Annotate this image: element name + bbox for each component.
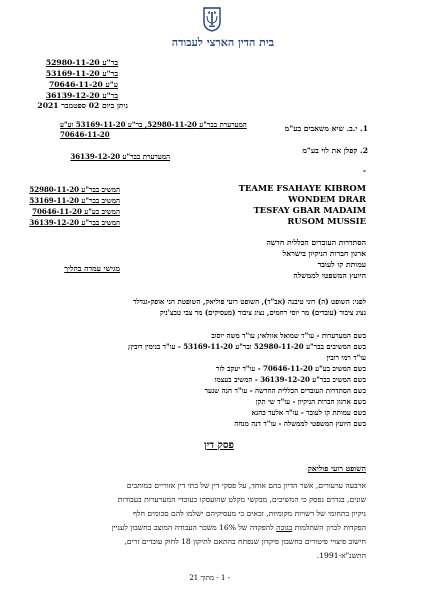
appellant-role: המערערת בבר"ע 36139-12-20 xyxy=(70,152,170,161)
counsel-line: בשם ארגון חברות הניקיון - עו"ד שי תקן xyxy=(255,397,366,406)
judge-heading: השופט רועי פוליאק xyxy=(307,464,366,473)
respondent-role: המשיב בבר"ע 53169-11-20 xyxy=(29,196,120,205)
paragraph-line: שונים, בגדרם נפסק כי המשיבים, מבקשי מקלט שהועסקו כעובדי המערערות בעבודות xyxy=(117,495,366,504)
counsel-line: בשם המערערות - עו"ד שמואל אזולאי; עו"ד משה יוסוב xyxy=(211,331,366,340)
respondent-name: TESFAY GBAR MADAIM xyxy=(253,205,366,215)
paragraph-line: חישוב פיצויי פיטורים בחשבון פיקדון שנפתח בהתאם לתיקון 18 לחוק עובדים זרים, xyxy=(124,537,366,546)
page-footer: - 1 - מתוך 21 xyxy=(189,574,230,582)
case-number: בר"ע 36139-12-20 xyxy=(45,91,118,100)
case-number: בר"ע 52980-11-20 xyxy=(45,58,118,67)
counsel-line: עו"ד רמי רובין xyxy=(326,353,366,362)
state-emblem-icon xyxy=(202,6,222,32)
party-name: ארגון חברות הניקיון בישראל xyxy=(282,249,366,258)
respondent-role: המשיב בבר"ע 52980-11-20 xyxy=(29,185,120,194)
case-number: בר"ע 53169-11-20 xyxy=(45,69,118,78)
paragraph-line: ארבעה ערעורים, אשר הדיון בהם אוחד, על פסקי דין של בתי דין אזוריים במותבים xyxy=(126,481,366,490)
panel-line: נציג ציבור (עובדים) מר יוסי רחמים, נציג ציבור (מעסיקים) מר צבי טבצ'ניק xyxy=(159,308,366,317)
paragraph-line: התשנ"א-1991. xyxy=(316,551,366,560)
judgment-title: פסק דין xyxy=(204,440,234,451)
respondent-role: המשיב בע"ע 70646-11-20 xyxy=(32,207,120,216)
appellant-name: 2. קפלן את לוי בע"מ xyxy=(302,146,368,155)
counsel-line: בשם המשיב בע"ע 70646-11-20 - עו"ד יעקב לזר xyxy=(216,364,366,373)
respondent-name: RUSOM MUSSIE xyxy=(287,216,366,226)
paragraph-line: הפקדות לכרון השתלמות בגובה להפקדה של 16% משכר העבודה המוצב בחשבון לעניין xyxy=(111,523,366,532)
respondent-role: המשיב בבר"ע 36139-12-20 xyxy=(29,218,120,227)
emphasized-word: בגובה xyxy=(276,523,293,532)
counsel-line: בשם הסתדרות העובדים הכללית החדשה - עו"ד חנה שנער xyxy=(204,386,366,395)
counsel-line: בשם המשיבים בבר"ע 52980-11-20 ובר"ע 53169-11-20 - עו"ד בנימין רובין; xyxy=(127,342,366,351)
panel-line: לפני: השופט (ה) רוני טיבנה (אב"ד), השופט רועי פוליאק, השופטת חני אופק-גנדלר xyxy=(132,297,366,306)
respondent-name: TEAME FSAHAYE KIBROM xyxy=(238,183,366,193)
court-name: בית הדין הארצי לעבודה xyxy=(171,36,274,49)
counsel-line: בשם המשיב בבר"ע 36139-12-20 - המשיב בעצמו xyxy=(214,375,366,384)
case-number: ע"ע 70646-11-20 xyxy=(48,80,118,89)
respondent-name: WONDEM DRAR xyxy=(288,194,366,204)
separator-dash: - xyxy=(362,166,366,175)
counsel-line: בשם היועץ המשפטי לממשלה - עו"ד דנה מנחה xyxy=(234,419,366,428)
decision-date: ניתן ביום 02 ספטמבר 2021 xyxy=(37,101,128,110)
counsel-line: בשם עמותת קו לעובד - עו"ד אלעד כהנא xyxy=(251,408,366,417)
paragraph-line: ניקיון בתחומי של רשויות מקומיות, זכאים כי מעסיקיהם ישלמו להם סכומים חלף xyxy=(133,509,366,518)
appellant-role: המערערת בבר"ע 52980-11-20, בר"ע 53169-11-20 וע"ע 70646-11-20 xyxy=(60,120,247,139)
party-name: עמותת קו לעובד xyxy=(317,260,366,269)
party-name: היועץ המשפטי לממשלה xyxy=(293,271,366,280)
amici-label: מגישי עמדה בהליך xyxy=(64,264,120,273)
appellant-name: 1. י.ב. שיא משאבים בע"מ xyxy=(284,124,368,133)
party-name: הסתדרות העובדים הכללית חדשה xyxy=(266,238,366,247)
